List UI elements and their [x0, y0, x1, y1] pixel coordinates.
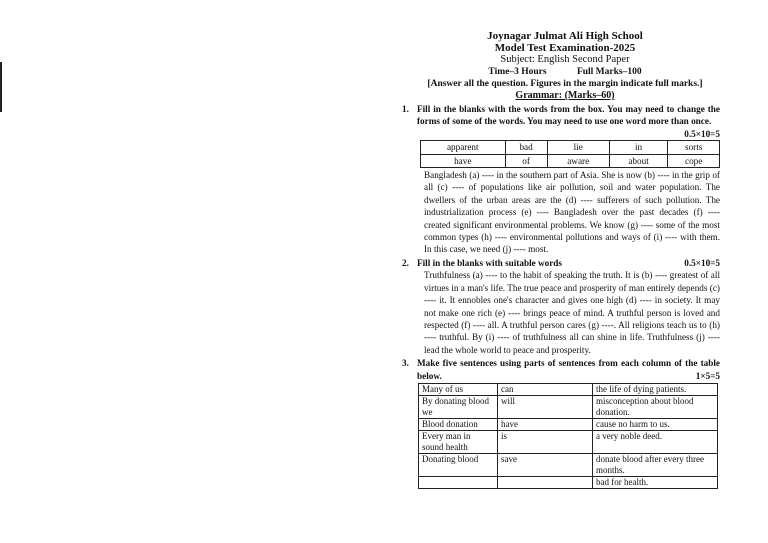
- word-box-row: [421, 141, 720, 154]
- table-cell: Blood donation: [419, 418, 498, 430]
- word-cell: cope: [668, 154, 720, 167]
- table-cell: will: [498, 395, 593, 418]
- word-box: [420, 140, 720, 168]
- word-box-row: [421, 154, 720, 167]
- section-title: Grammar: (Marks–60): [515, 90, 615, 101]
- question-text: Make five sentences using parts of sentences from each column of the table below.: [417, 358, 720, 381]
- question-heading: [410, 103, 720, 139]
- table-cell: the life of dying patients.: [593, 383, 718, 395]
- question-passage: Truthfulness (a) ---- to the habit of speaking the truth. It is (b) ---- greatest of all virtues in a man's life. The true peace and prosperity of man entirely depends (c) ---- it. It ennobles one's character and gives one high (d) ---- in society. It may not make one rich (e) ---- brings peace of mind. A truthful person is loved and respected (f) ---- all. A truthful person cares (g) ----. All religions teach us to (h) ---- truthful. By (i) ---- of truthfulness all can shine in life. Truthfulness (j) ---- lead the whole world to peace and prosperity.: [424, 270, 720, 355]
- table-cell: save: [498, 453, 593, 476]
- instruction: [Answer all the question. Figures in the margin indicate full marks.]: [427, 79, 703, 89]
- table-cell: have: [498, 418, 593, 430]
- word-cell: bad: [505, 141, 547, 154]
- word-cell: in: [609, 141, 668, 154]
- table-cell: Every man in sound health: [419, 430, 498, 453]
- subject-line: Subject: English Second Paper: [500, 54, 630, 65]
- table-cell: bad for health.: [593, 476, 718, 488]
- word-cell: lie: [547, 141, 609, 154]
- word-cell: sorts: [668, 141, 720, 154]
- question-heading: [410, 357, 720, 382]
- scan-edge-mark: [0, 62, 2, 112]
- word-cell: aware: [547, 154, 609, 167]
- question-2: [402, 257, 720, 356]
- time-text: Time–3 Hours: [488, 67, 547, 77]
- school-name: Joynagar Julmat Ali High School: [487, 30, 643, 42]
- table-cell: [419, 476, 498, 488]
- table-row: [419, 383, 718, 395]
- table-row: [419, 476, 718, 488]
- word-cell: have: [421, 154, 506, 167]
- word-cell: apparent: [421, 141, 506, 154]
- table-cell: Donating blood: [419, 453, 498, 476]
- word-cell: about: [609, 154, 668, 167]
- table-cell: can: [498, 383, 593, 395]
- table-cell: Many of us: [419, 383, 498, 395]
- table-cell: misconception about blood donation.: [593, 395, 718, 418]
- sentence-table: [418, 383, 718, 489]
- question-3: [402, 357, 720, 489]
- question-number: 3.: [402, 358, 409, 369]
- question-text: Fill in the blanks with the words from the box. You may need to change the forms of some of the words. You may need to use one word more than once.: [417, 104, 720, 127]
- time-marks-line: [410, 66, 720, 78]
- table-row: [419, 430, 718, 453]
- question-heading: [410, 257, 720, 269]
- table-cell: cause no harm to us.: [593, 418, 718, 430]
- table-cell: is: [498, 430, 593, 453]
- question-marks: 1×5=5: [695, 370, 720, 381]
- table-cell: [498, 476, 593, 488]
- question-text: Fill in the blanks with suitable words: [417, 257, 562, 268]
- question-marks: 0.5×10=5: [684, 257, 720, 268]
- table-row: [419, 395, 718, 418]
- exam-header: [410, 30, 720, 102]
- exam-paper: [402, 30, 720, 489]
- question-number: 2.: [402, 257, 409, 268]
- full-marks-text: Full Marks–100: [576, 67, 642, 77]
- word-cell: of: [505, 154, 547, 167]
- question-passage: Bangladesh (a) ---- in the southern part of Asia. She is now (b) ---- in the grip of all (c) ---- of populations like air pollution, soil and water population. The dwellers of the urban areas are the (d) ---- sufferers of such pollution. The industrialization process (e) ---- Bangladesh over the past decades (f) ---- created significant environmental problems. We know (g) ---- some of the most common types (h) ---- environmental pollutions and ways of (i) ---- with them. In this case, we need (j) ---- most.: [424, 170, 720, 255]
- table-row: [419, 418, 718, 430]
- question-marks: 0.5×10=5: [684, 128, 720, 139]
- table-row: [419, 453, 718, 476]
- question-1: [402, 103, 720, 256]
- question-number: 1.: [402, 104, 409, 114]
- table-cell: a very noble deed.: [593, 430, 718, 453]
- exam-title: Model Test Examination-2025: [494, 42, 636, 54]
- table-cell: donate blood after every three months.: [593, 453, 718, 476]
- table-cell: By donating blood we: [419, 395, 498, 418]
